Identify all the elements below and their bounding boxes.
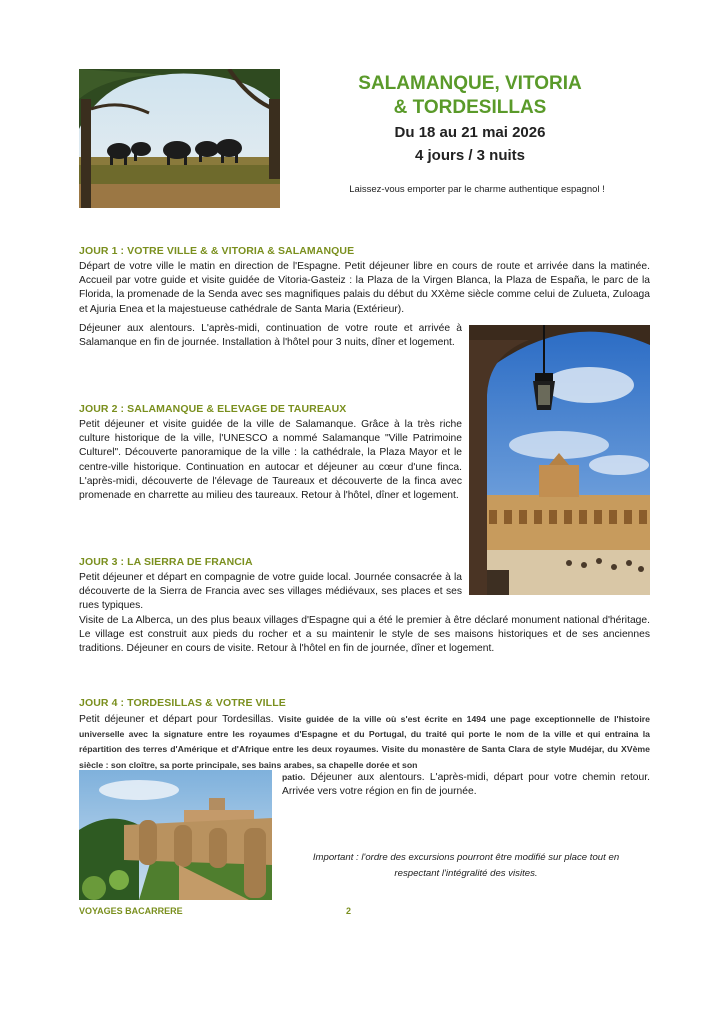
city-walls-photo bbox=[79, 770, 272, 900]
tour-dates: Du 18 au 21 mai 2026 bbox=[394, 124, 546, 141]
tagline: Laissez-vous emporter par le charme authentique espagnol ! bbox=[349, 184, 605, 195]
day3-text: Visite de La Alberca, un des plus beaux villages d'Espagne qui a été le premier à être déclaré monument national d'héritage. Le village est construit aux pieds du rocher et a su maintenir le style de ses maisons historiques et de ses anciennes traditions. Déjeuner en cours de visite. Retour à l'hôtel en fin de journée, dîner et logement. bbox=[79, 615, 650, 655]
day2-heading: JOUR 2 : SALAMANQUE & ELEVAGE DE TAUREAUX bbox=[79, 403, 347, 415]
day4-text-end: Déjeuner aux alentours. L'après-midi, départ pour votre chemin retour. Arrivée vers votre région en fin de journée. bbox=[282, 772, 650, 798]
day2-text: Petit déjeuner et visite guidée de la ville de Salamanque. Grâce à la très riche culture historique de la ville, l'UNESCO a nommé Salamanque "Ville Patrimoine Culturel". Découverte panoramique de la ville : la cathédrale, la Plaza Mayor et le centre-ville historique. Continuation en autocar et déjeuner au cœur d'une finca. L'après-midi, découverte de l'élevage de Taureaux et découverte de la finca avec promenade en charrette au milieu des taureaux. Retour à l'hôtel, dîner et logement. bbox=[79, 419, 462, 502]
day1-heading: JOUR 1 : VOTRE VILLE & & VITORIA & SALAMANQUE bbox=[79, 245, 355, 257]
tour-title-line2: & TORDESILLAS bbox=[393, 97, 547, 118]
tour-duration: 4 jours / 3 nuits bbox=[414, 147, 526, 164]
day4-heading: JOUR 4 : TORDESILLAS & VOTRE VILLE bbox=[79, 697, 286, 709]
day1-text: Départ de votre ville le matin en direction de l'Espagne. Petit déjeuner libre en cours de route et arrivée dans la matinée. Accueil par votre guide et visite guidée de Vitoria-Gasteiz : la Plaza de la Virgen Blanca, la Plaza de España, le parc de la Florida, la promenade de la Senda avec ses magnifiques palais du début du XXème siècle comme celui de Zulueta, Zuloaga et Ajuria Enea et la majestueuse cathédrale de Santa Maria (Extérieur). bbox=[79, 261, 650, 315]
day1-text-side: Déjeuner aux alentours. L'après-midi, continuation de votre route et arrivée à Salamanque en fin de journée. Installation à l'hôtel pour 3 nuits, dîner et logement. bbox=[79, 323, 462, 349]
page-number: 2 bbox=[346, 906, 352, 916]
important-note bbox=[282, 850, 650, 882]
bulls-photo bbox=[79, 69, 280, 208]
important-line1: Important : l'ordre des excursions pourront être modifié sur place tout en bbox=[312, 852, 620, 863]
day4-paragraph bbox=[79, 712, 650, 773]
day3-text-side: Petit déjeuner et départ en compagnie de votre guide local. Journée consacrée à la découverte de la Sierra de Francia avec ses villages médiévaux, ses places et ses rues typiques. bbox=[79, 572, 462, 612]
important-line2: respectant l'intégralité des visites. bbox=[394, 868, 538, 879]
day3-heading: JOUR 3 : LA SIERRA DE FRANCIA bbox=[79, 556, 253, 568]
tour-title-line1: SALAMANQUE, VITORIA bbox=[358, 73, 582, 94]
day4-text-end-block bbox=[282, 770, 650, 799]
day4-text-intro: Petit déjeuner et départ pour Tordesillas. bbox=[79, 714, 274, 725]
footer-company: VOYAGES BACARRERE bbox=[79, 906, 183, 916]
day4-text-patio: patio. bbox=[282, 772, 306, 782]
day4-text-details: Visite guidée de la ville où s'est écrite en 1494 une page exceptionnelle de l'histoire universelle avec la signature entre les royaumes d'Espagne et du Portugal, du traité qui porte le nom de la ville et qui entraina la répartition des terres d'Amérique et d'Afrique entre les deux royaumes. Visite du monastère de Santa Clara de style Mudéjar, du XVème siècle : son cloître, sa porte principale, ses bains arabes, sa chapelle dorée et son bbox=[79, 714, 650, 770]
salamanca-plaza-photo bbox=[469, 325, 650, 595]
